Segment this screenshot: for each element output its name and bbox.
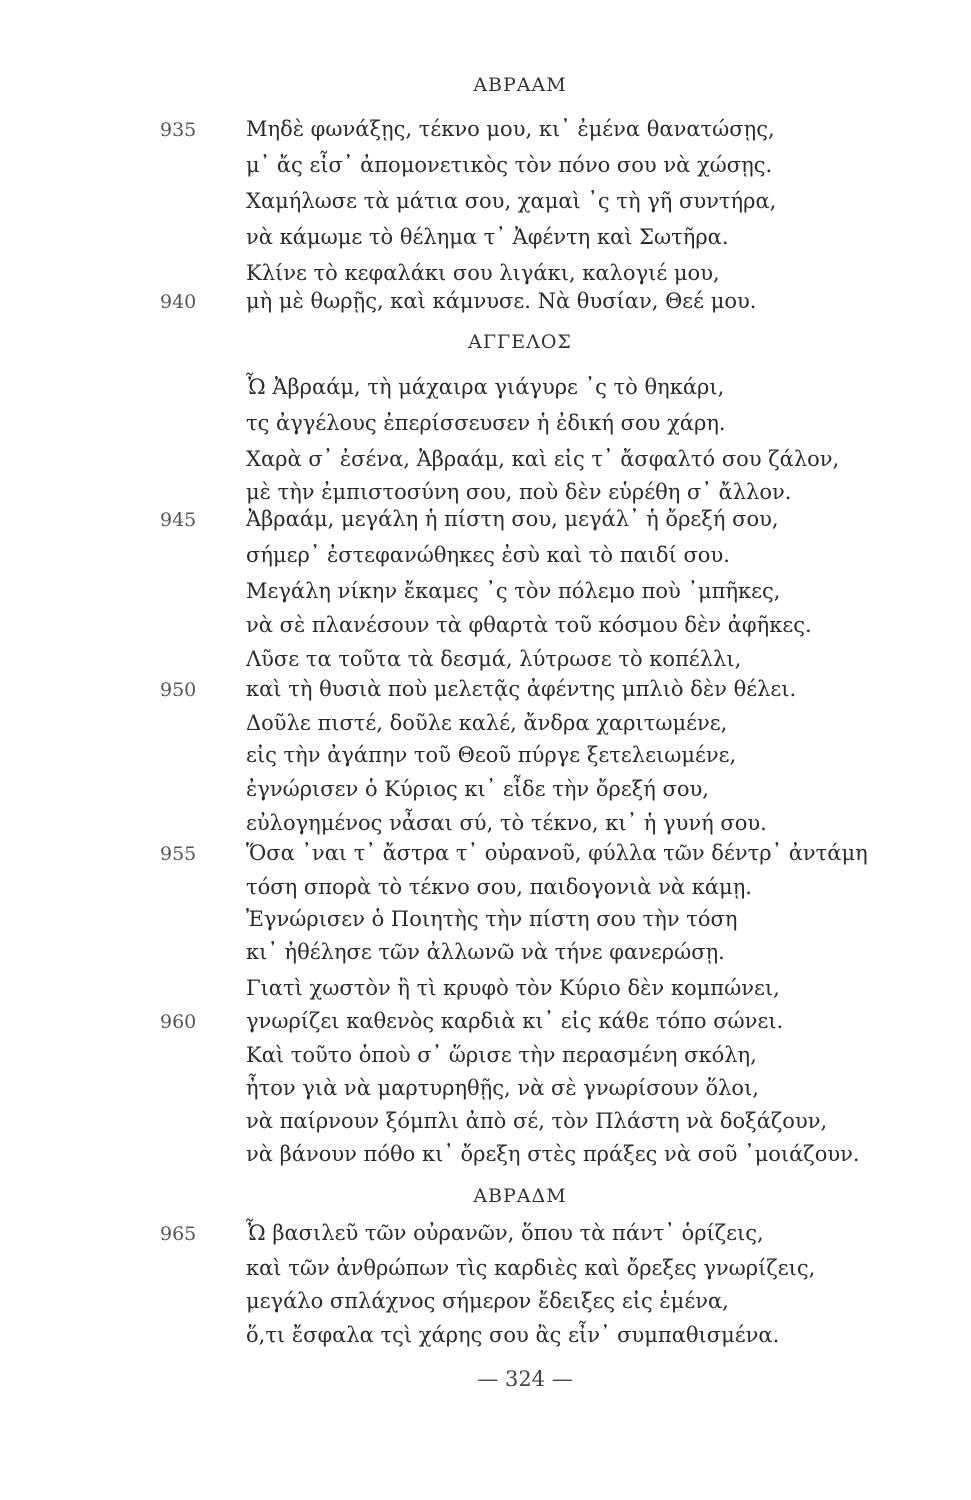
- verse-line: μὴ μὲ θωρῇς, καὶ κάμνυσε. Νὰ θυσίαν, Θεέ μου.: [246, 289, 757, 313]
- verse-line: νὰ παίρνουν ξόμπλι ἀπὸ σέ, τὸν Πλάστη νὰ δοξάζουν,: [246, 1109, 828, 1133]
- verse-line: νὰ κάμωμε τὸ θέλημα τ᾽ Ἀφέντη καὶ Σωτῆρα.: [246, 225, 729, 249]
- line-number: 940: [160, 291, 197, 313]
- line-number: 960: [160, 1011, 197, 1033]
- verse-line: Μεγάλη νίκην ἔκαμες ᾽ς τὸν πόλεμο ποὺ ᾽μπῆκες,: [246, 579, 781, 603]
- verse-line: Χαρὰ σ᾽ ἐσένα, Ἀβραάμ, καὶ εἰς τ᾽ ἄσφαλτό σου ζάλον,: [246, 447, 840, 471]
- verse-line: ἐγνώρισεν ὁ Κύριος κι᾽ εἶδε τὴν ὄρεξή σου,: [246, 777, 709, 801]
- verse-line: γνωρίζει καθενὸς καρδιὰ κι᾽ εἰς κάθε τόπο σώνει.: [246, 1009, 784, 1033]
- speaker-heading-abraam: ΑΒΡΑΑΜ: [473, 74, 567, 96]
- verse-line: ὅ,τι ἔσφαλα τςὶ χάρης σου ἂς εἶν᾽ συμπαθισμένα.: [246, 1323, 780, 1347]
- verse-line: Δοῦλε πιστέ, δοῦλε καλέ, ἄνδρα χαριτωμένε,: [246, 711, 728, 735]
- verse-line: Κλίνε τὸ κεφαλάκι σου λιγάκι, καλογιέ μου,: [246, 261, 720, 285]
- verse-line: ἦτον γιὰ νὰ μαρτυρηθῇς, νὰ σὲ γνωρίσουν ὅλοι,: [246, 1076, 759, 1100]
- verse-line: Ὦ Ἀβραάμ, τὴ μάχαιρα γιάγυρε ᾽ς τὸ θηκάρι,: [246, 375, 725, 399]
- verse-line: καὶ τὴ θυσιὰ ποὺ μελετᾷς ἀφέντης μπλιὸ δὲν θέλει.: [246, 677, 797, 701]
- line-number: 935: [160, 119, 197, 141]
- line-number: 955: [160, 843, 197, 865]
- verse-line: καὶ τῶν ἀνθρώπων τὶς καρδιὲς καὶ ὄρεξες γνωρίζεις,: [246, 1256, 816, 1280]
- verse-line: Ἀβραάμ, μεγάλη ἡ πίστη σου, μεγάλ᾽ ἡ ὄρεξή σου,: [246, 507, 779, 531]
- verse-line: Ἐγνώρισεν ὁ Ποιητὴς τὴν πίστη σου τὴν τόση: [246, 907, 738, 931]
- verse-line: κι᾽ ἠθέλησε τῶν ἀλλωνῶ νὰ τήνε φανερώσῃ.: [246, 940, 725, 964]
- speaker-heading-angelos: ΑΓΓΕΛΟΣ: [468, 331, 572, 353]
- verse-line: νὰ σὲ πλανέσουν τὰ φθαρτὰ τοῦ κόσμου δὲν ἀφῆκες.: [246, 613, 812, 637]
- page-number: — 324 —: [477, 1367, 573, 1391]
- verse-line: Ὅσα ᾽ναι τ᾽ ἄστρα τ᾽ οὐρανοῦ, φύλλα τῶν δέντρ᾽ ἀντάμη: [246, 841, 868, 865]
- verse-line: Ὦ βασιλεῦ τῶν οὐρανῶν, ὅπου τὰ πάντ᾽ ὁρίζεις,: [246, 1221, 764, 1245]
- verse-line: Μηδὲ φωνάξῃς, τέκνο μου, κι᾽ ἐμένα θανατώσῃς,: [246, 117, 775, 141]
- verse-line: σήμερ᾽ ἐστεφανώθηκες ἐσὺ καὶ τὸ παιδί σου.: [246, 543, 730, 567]
- verse-line: τς ἀγγέλους ἐπερίσσευσεν ἡ ἐδική σου χάρη.: [246, 411, 726, 435]
- speaker-heading-abraam-2: ΑΒΡΑΔΜ: [473, 1185, 567, 1207]
- verse-line: νὰ βάνουν πόθο κι᾽ ὄρεξη στὲς πράξες νὰ σοῦ ᾽μοιάζουν.: [246, 1142, 860, 1166]
- verse-line: τόση σπορὰ τὸ τέκνο σου, παιδογονιὰ νὰ κάμῃ.: [246, 875, 752, 899]
- verse-line: Καὶ τοῦτο ὁποὺ σ᾽ ὥρισε τὴν περασμένη σκόλη,: [246, 1043, 757, 1067]
- verse-line: Χαμήλωσε τὰ μάτια σου, χαμαὶ ᾽ς τὴ γῆ συντήρα,: [246, 189, 777, 213]
- verse-line: μὲ τὴν ἐμπιστοσύνη σου, ποὺ δὲν εὑρέθη σ᾽ ἄλλον.: [246, 480, 792, 504]
- verse-line: εἰς τὴν ἀγάπην τοῦ Θεοῦ πύργε ξετελειωμένε,: [246, 743, 737, 767]
- verse-line: μεγάλο σπλάχνος σήμερον ἔδειξες εἰς ἐμένα,: [246, 1289, 729, 1313]
- line-number: 965: [160, 1223, 197, 1245]
- verse-line: εὐλογημένος νἆσαι σύ, τὸ τέκνο, κι᾽ ἡ γυνή σου.: [246, 811, 767, 835]
- verse-line: μ᾽ ἄς εἶσ᾽ ἀπομονετικὸς τὸν πόνο σου νὰ χώσῃς.: [246, 153, 773, 177]
- line-number: 950: [160, 679, 197, 701]
- verse-line: Λῦσε τα τοῦτα τὰ δεσμά, λύτρωσε τὸ κοπέλλι,: [246, 647, 742, 671]
- line-number: 945: [160, 509, 197, 531]
- verse-line: Γιατὶ χωστὸν ἢ τὶ κρυφὸ τὸν Κύριο δὲν κομπώνει,: [246, 976, 780, 1000]
